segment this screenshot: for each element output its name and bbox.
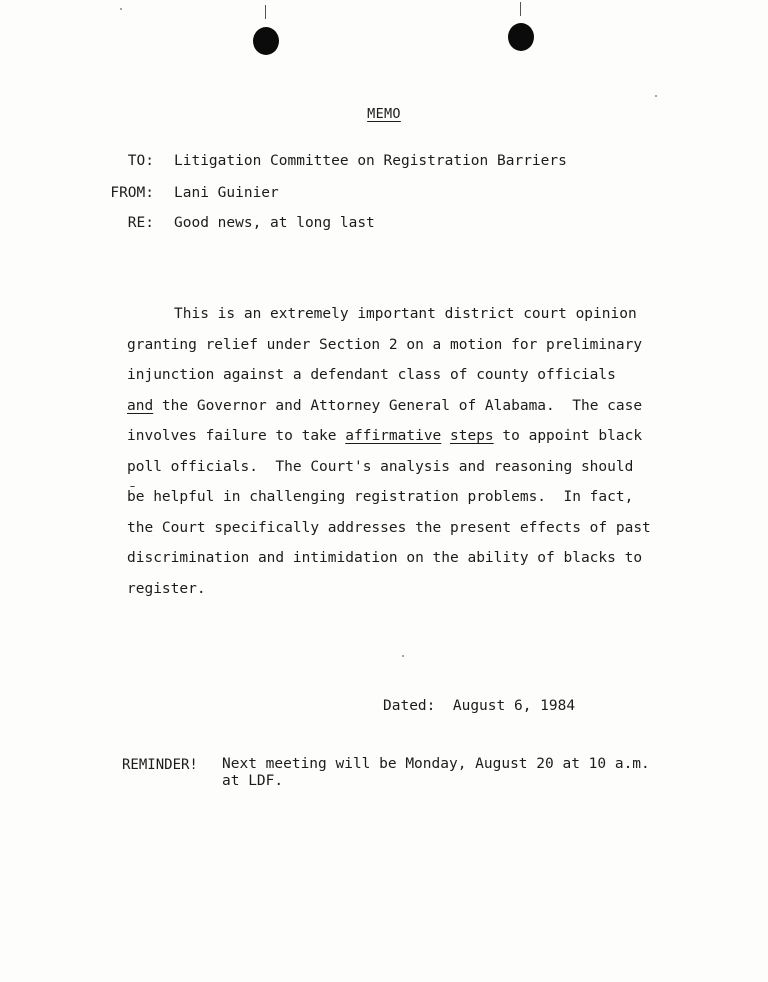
reminder-line: Next meeting will be Monday, August 20 at 10 a.m.: [222, 756, 650, 772]
from-value: Lani Guinier: [174, 185, 279, 201]
underlined-word: affirmative: [345, 428, 442, 444]
dated-line: [383, 698, 575, 714]
body-line: discrimination and intimidation on the ability of blacks to: [127, 550, 643, 566]
body-line: poll officials. The Court's analysis and reasoning should: [127, 458, 634, 475]
dated-value: August 6, 1984: [452, 698, 576, 714]
punch-mark: [520, 2, 521, 16]
paper-speck: [120, 8, 122, 10]
to-value: Litigation Committee on Registration Barriers: [174, 153, 567, 169]
punch-mark: [265, 5, 266, 19]
body-line: [127, 397, 687, 428]
from-label: FROM:: [110, 185, 154, 201]
binder-hole-left: [253, 27, 279, 55]
reminder-label: REMINDER!: [122, 757, 198, 773]
memo-body: [127, 305, 687, 610]
underlined-word: and: [127, 397, 154, 414]
re-label: RE:: [127, 215, 154, 231]
paper-speck: [402, 655, 404, 657]
body-line: register.: [127, 580, 206, 597]
body-line: This is an extremely important district court opinion: [174, 306, 637, 322]
to-label: TO:: [127, 153, 154, 169]
paper-speck: [655, 95, 657, 97]
memo-title: MEMO: [367, 106, 401, 122]
body-line-text: the Governor and Attorney General of Alabama. The case: [153, 397, 643, 414]
binder-hole-right: [508, 23, 534, 51]
body-line: injunction against a defendant class of county officials: [127, 367, 616, 383]
dated-label: Dated:: [383, 698, 436, 714]
body-line-text: [441, 428, 450, 444]
reminder-line: at LDF.: [222, 773, 284, 789]
reminder-text: [222, 756, 692, 790]
body-line-text: involves failure to take: [127, 428, 346, 444]
body-line: be helpful in challenging registration problems. In fact,: [127, 489, 634, 505]
underlined-word: steps: [450, 428, 494, 444]
body-line-text: to appoint black: [493, 428, 643, 444]
body-line: the Court specifically addresses the present effects of past: [127, 519, 651, 536]
re-value: Good news, at long last: [174, 215, 375, 231]
body-line: [127, 427, 687, 458]
body-line: granting relief under Section 2 on a motion for preliminary: [127, 336, 643, 353]
